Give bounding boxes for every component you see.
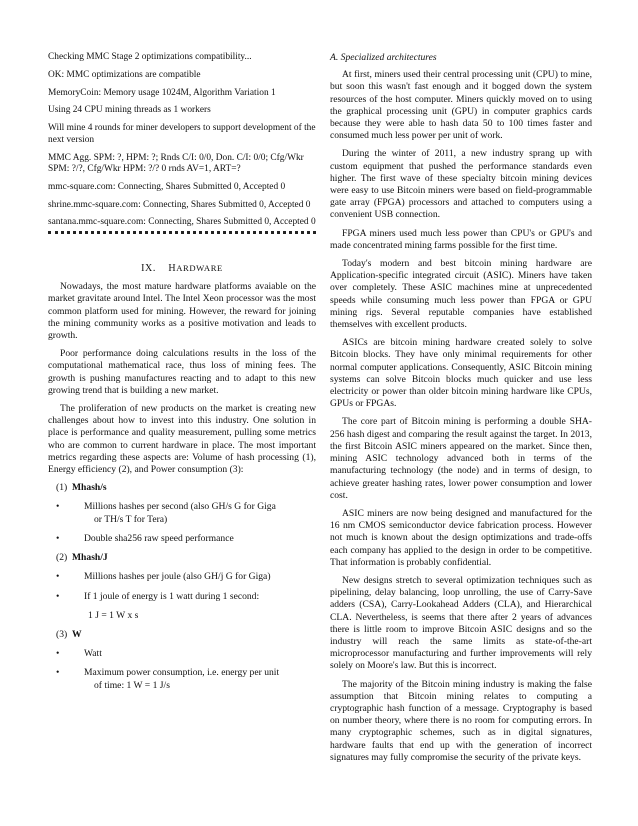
log-line: santana.mmc-square.com: Connecting, Shares Submitted 0, Accepted 0 [48,217,316,228]
list-text: If 1 joule of energy is 1 watt during 1 second: [84,590,260,602]
paragraph: FPGA miners used much less power than CPU's or GPU's and made concentrated mining farms possible for the first time. [330,227,592,251]
metrics-list [48,482,316,691]
list-item [48,648,316,660]
list-marker: • [56,532,60,544]
dotted-divider [48,231,316,234]
paragraph: During the winter of 2011, a new industry sprang up with custom equipment that pushed the performance standards even higher. The first wave of these specialty bitcoin mining devices were easy to use Bitcoin miners were based on field-programmable gate array (FPGA) processors and attached to computers using a convenient USB connection. [330,148,592,221]
section-heading [48,262,316,275]
paragraph: ASICs are bitcoin mining hardware created solely to solve Bitcoin blocks. They have only minimal requirements for other normal computer applications. Consequently, ASIC Bitcoin mining systems can solve Bitcoin blocks much quicker and use less electricity or power than older bitcoin mining hardware like CPUs, GPUs or FPGAs. [330,337,592,410]
list-label: Mhash/s [72,482,107,494]
list-text: Watt [84,648,102,660]
log-line: OK: MMC optimizations are compatible [48,69,201,80]
list-text: Millions hashes per joule (also GH/j G for Giga) [84,571,271,583]
list-marker: (2) [56,552,68,564]
list-item [48,501,316,525]
list-marker: • [56,648,60,660]
log-line: Using 24 CPU mining threads as 1 workers [48,105,211,116]
list-marker: (3) [56,628,68,640]
list-marker: • [56,501,60,513]
paragraph: Today's modern and best bitcoin mining hardware are Application-specific integrated circuit (ASIC). Miners have taken over completely. These ASIC machines mine at unprecedented speeds while consuming much less power than FPGA or GPU mining rigs. Several reputable companies have established themselves with excellent products. [330,258,592,331]
list-item [48,667,316,691]
list-text: Double sha256 raw speed performance [84,532,234,544]
log-line: MemoryCoin: Memory usage 1024M, Algorithm Variation 1 [48,87,276,98]
left-column [48,52,316,699]
formula: 1 J = 1 W x s [88,609,139,621]
paragraph: The majority of the Bitcoin mining industry is making the false assumption that Bitcoin mining relates to computing a cryptographic hash function of a message. Cryptography is based on number theory, where there is no room for computing errors. In many cryptographic schemes, such as in digital signatures, hardware faults that end up with the generation of incorrect signatures may fully compromise the security of the private keys. [330,678,592,763]
list-marker: (1) [56,482,68,494]
log-line: Will mine 4 rounds for miner developers to support development of the next version [48,123,316,145]
list-item [48,482,316,494]
paragraph: At first, miners used their central processing unit (CPU) to mine, but soon this wasn't fast enough and it bogged down the system resources of the host computer. Miners quickly moved on to using the graphical processing unit (GPU) in computer graphics cards because they were able to hash data 50 to 100 times faster and consumed much less power per unit of work. [330,69,592,142]
section-title-initial: H [168,263,177,275]
list-marker: • [56,590,60,602]
list-label: Mhash/J [72,552,108,564]
list-marker: • [56,667,60,679]
list-item [48,571,316,583]
section-title-rest: ARDWARE [176,263,223,274]
list-item [48,629,316,641]
list-text: Millions hashes per second (also GH/s G for Giga [84,501,276,513]
list-item [48,552,316,564]
list-text: Maximum power consumption, i.e. energy per unit [84,667,280,679]
miner-log [48,52,316,229]
list-item [48,533,316,545]
list-text-continued: or TH/s T for Tera) [94,513,168,525]
right-column [330,52,592,770]
paragraph: New designs stretch to several optimization techniques such as pipelining, delay balancing, loop unrolling, the use of Carry-Save adders (CSA), Carry-Lookahead Adders (CLA), and Hierarchical CLA. Nevertheless, is seems that there after 2 years of advances there is little room to improve Bitcoin ASIC designs and so the industry will reach the same limits as state-of-the-art microprocessor manufacturing and further improvements will rely solely on Moore's law. But this is incorrect. [330,574,592,672]
paragraph: Poor performance doing calculations results in the loss of the computational mathematical race, thus loss of mining fees. The growth is pushing manufactures reacting and to adapt to this new growing trend that is building a new market. [48,348,316,396]
paragraph: Nowadays, the most mature hardware platforms avaiable on the market gravitate around Intel. The Intel Xeon processor was the most common platform used for mining. However, the reward for joining the mining community works as a positive motivation and leads to growth. [48,281,316,342]
section-number: IX. [141,263,156,275]
list-text-continued: of time: 1 W = 1 J/s [94,679,170,691]
list-item [48,591,316,603]
paragraph: The core part of Bitcoin mining is performing a double SHA-256 hash digest and comparing the result against the target. In 2013, the first Bitcoin ASIC miners appeared on the market. Since then, mining ASIC technology advanced both in terms of the manufacturing technology (the node) and in terms of design, to achieve greater hashing rates, lower power consumption and lower cost. [330,416,592,501]
log-line: mmc-square.com: Connecting, Shares Submitted 0, Accepted 0 [48,181,286,192]
log-line: shrine.mmc-square.com: Connecting, Shares Submitted 0, Accepted 0 [48,199,311,210]
paragraph: The proliferation of new products on the market is creating new challenges about how to invest into this industry. One solution in place is performance and quality measurement, pulling some metrics who are common to current hardware in place. The most important metrics regarding these aspects are: Volume of hash processing (1), Energy efficiency (2), and Power consumption (3): [48,403,316,476]
list-label: W [72,628,82,640]
list-marker: • [56,571,60,583]
paragraph: ASIC miners are now being designed and manufactured for the 16 nm CMOS semiconductor device fabrication process. However not much is known about the design optimizations and trade-offs each company has applied to the design in order to be competitive. That information is probably confidential. [330,507,592,568]
subsection-heading: A. Specialized architectures [330,52,437,63]
log-line: MMC Agg. SPM: ?, HPM: ?; Rnds C/I: 0/0, Don. C/I: 0/0; Cfg/Wkr SPM: ?/?, Cfg/Wkr HPM: ?/? 0 rnds AV=1, ART=? [48,152,304,175]
log-line: Checking MMC Stage 2 optimizations compatibility... [48,52,252,62]
